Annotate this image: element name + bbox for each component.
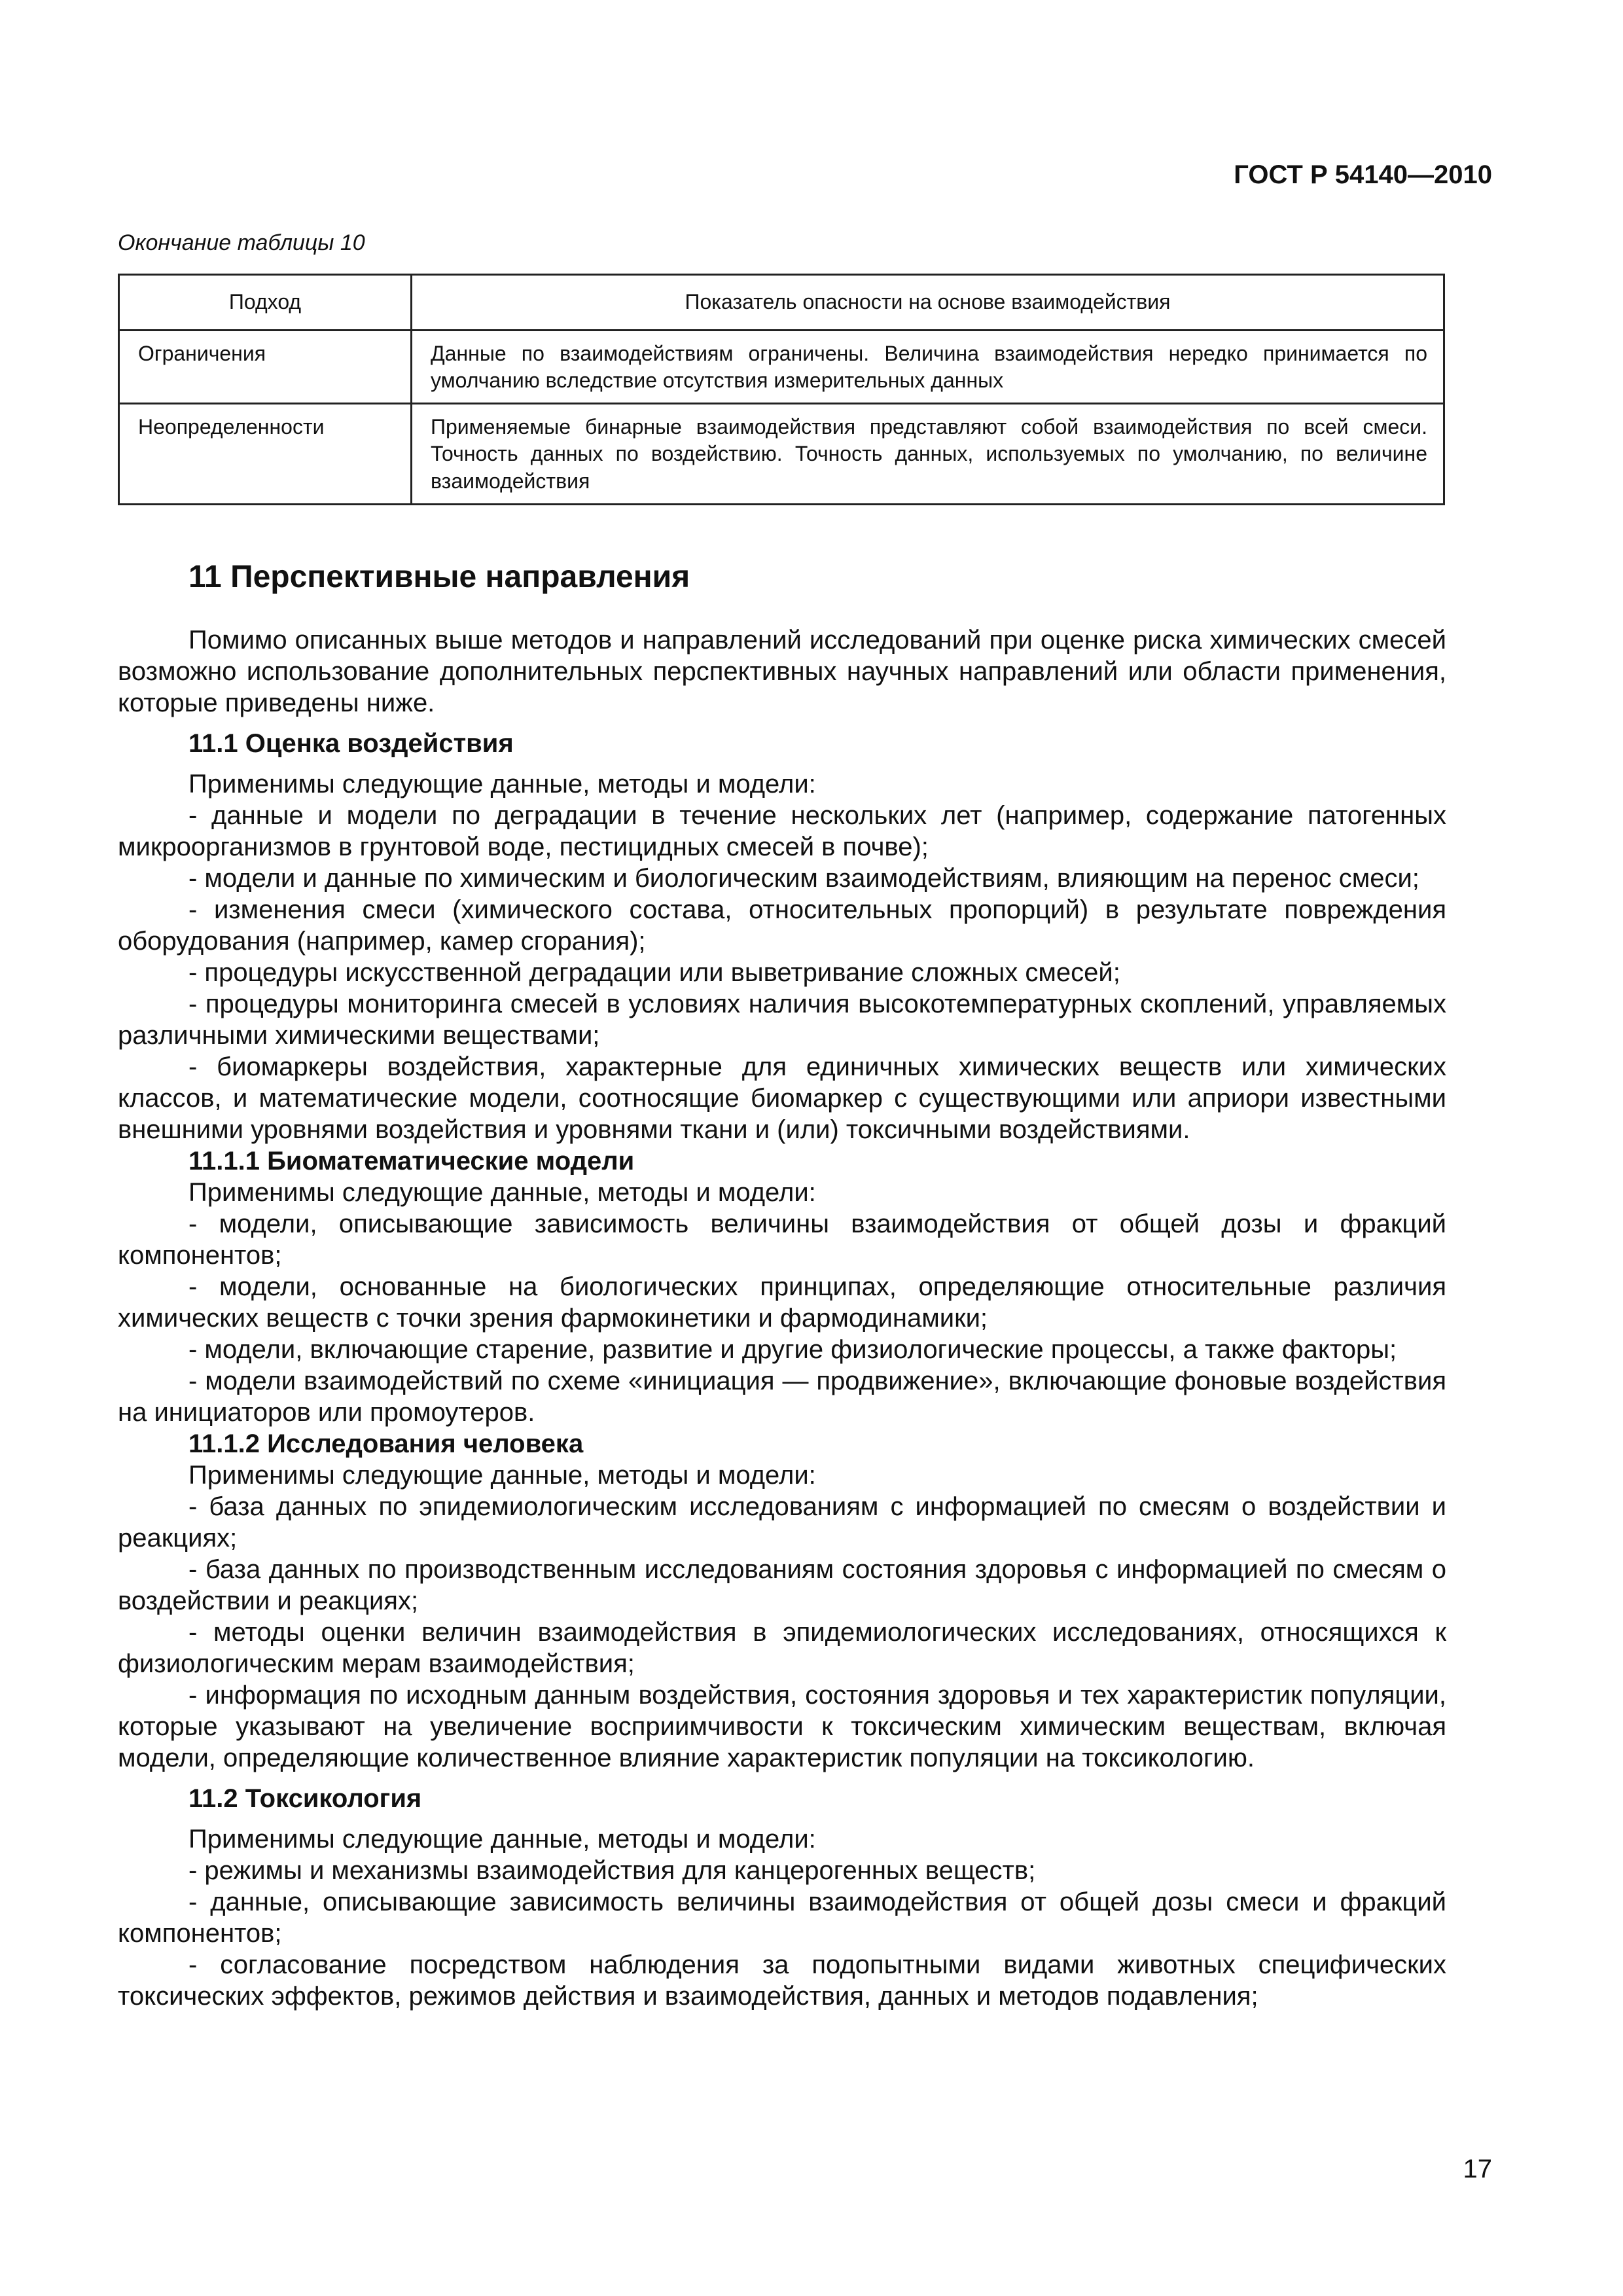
list-item: - база данных по эпидемиологическим исследованиям с информацией по смесям о воздействии и реакциях; [118, 1492, 1446, 1552]
subsection-title: 11.2 Токсикология [188, 1784, 422, 1813]
table-row [119, 330, 1444, 403]
list-item: - информация по исходным данным воздействия, состояния здоровья и тех характеристик популяции, которые указывают на увеличение восприимчивости к токсическим химическим веществам, включая модели, определяющие количественное влияние характеристик популяции на токсикологию. [118, 1681, 1446, 1772]
subsection-title: 11.1.1 Биоматематические модели [188, 1147, 635, 1175]
page-number: 17 [1463, 2155, 1492, 2183]
table-cell: Неопределенности [119, 403, 412, 504]
list-item: - методы оценки величин взаимодействия в эпидемиологических исследованиях, относящихся к физиологическим мерам взаимодействия; [118, 1618, 1446, 1678]
column-header-hazard-index: Показатель опасности на основе взаимодействия [412, 275, 1444, 331]
paragraph: Помимо описанных выше методов и направлений исследований при оценке риска химических смесей возможно использование дополнительных перспективных научных направлений или области применения, которые приведены ниже. [118, 626, 1446, 717]
list-item: - модели, основанные на биологических принципах, определяющие относительные различия химических веществ с точки зрения фармокинетики и фармодинамики; [118, 1272, 1446, 1333]
list-item: - модели взаимодействий по схеме «инициация — продвижение», включающие фоновые воздействия на инициаторов или промоутеров. [118, 1367, 1446, 1427]
table-row [119, 403, 1444, 504]
document-body [118, 543, 1446, 2012]
section-title: 11 Перспективные направления [188, 560, 690, 594]
subsection-title: 11.1.2 Исследования человека [188, 1429, 584, 1458]
table-10 [118, 274, 1445, 505]
paragraph: Применимы следующие данные, методы и модели: [188, 1461, 816, 1490]
subsection-title: 11.1 Оценка воздействия [188, 729, 514, 758]
paragraph: Применимы следующие данные, методы и модели: [188, 770, 816, 798]
table-cell: Ограничения [119, 330, 412, 403]
list-item: - процедуры искусственной деградации или выветривание сложных смесей; [188, 958, 1120, 987]
list-item: - модели и данные по химическим и биологическим взаимодействиям, влияющим на перенос смеси; [188, 864, 1419, 893]
document-id: ГОСТ Р 54140—2010 [1234, 160, 1492, 189]
column-header-approach: Подход [119, 275, 412, 331]
list-item: - модели, описывающие зависимость величины взаимодействия от общей дозы и фракций компонентов; [118, 1210, 1446, 1270]
table-caption: Окончание таблицы 10 [118, 230, 365, 255]
table-header-row [119, 275, 1444, 331]
list-item: - данные, описывающие зависимость величины взаимодействия от общей дозы смеси и фракций компонентов; [118, 1888, 1446, 1948]
paragraph: Применимы следующие данные, методы и модели: [188, 1178, 816, 1207]
list-item: - модели, включающие старение, развитие и другие физиологические процессы, а также факторы; [188, 1335, 1397, 1364]
list-item: - режимы и механизмы взаимодействия для канцерогенных веществ; [188, 1856, 1036, 1885]
table-cell: Применяемые бинарные взаимодействия представляют собой взаимодействия по всей смеси. Точность данных по воздействию. Точность данных, используемых по умолчанию, по величине взаимодействия [412, 403, 1444, 504]
list-item: - согласование посредством наблюдения за подопытными видами животных специфических токсических эффектов, режимов действия и взаимодействия, данных и методов подавления; [118, 1950, 1446, 2011]
list-item: - биомаркеры воздействия, характерные для единичных химических веществ или химических классов, и математические модели, соотносящие биомаркер с существующими или априори известными внешними уровнями воздействия и уровнями ткани и (или) токсичными воздействиями. [118, 1052, 1446, 1144]
list-item: - процедуры мониторинга смесей в условиях наличия высокотемпературных скоплений, управляемых различными химическими веществами; [118, 990, 1446, 1050]
list-item: - изменения смеси (химического состава, относительных пропорций) в результате повреждения оборудования (например, камер сгорания); [118, 895, 1446, 956]
list-item: - данные и модели по деградации в течение нескольких лет (например, содержание патогенных микроорганизмов в грунтовой воде, пестицидных смесей в почве); [118, 801, 1446, 861]
paragraph: Применимы следующие данные, методы и модели: [188, 1825, 816, 1854]
list-item: - база данных по производственным исследованиям состояния здоровья с информацией по смесям о воздействии и реакциях; [118, 1555, 1446, 1615]
table-cell: Данные по взаимодействиям ограничены. Величина взаимодействия нередко принимается по умолчанию вследствие отсутствия измерительных данных [412, 330, 1444, 403]
